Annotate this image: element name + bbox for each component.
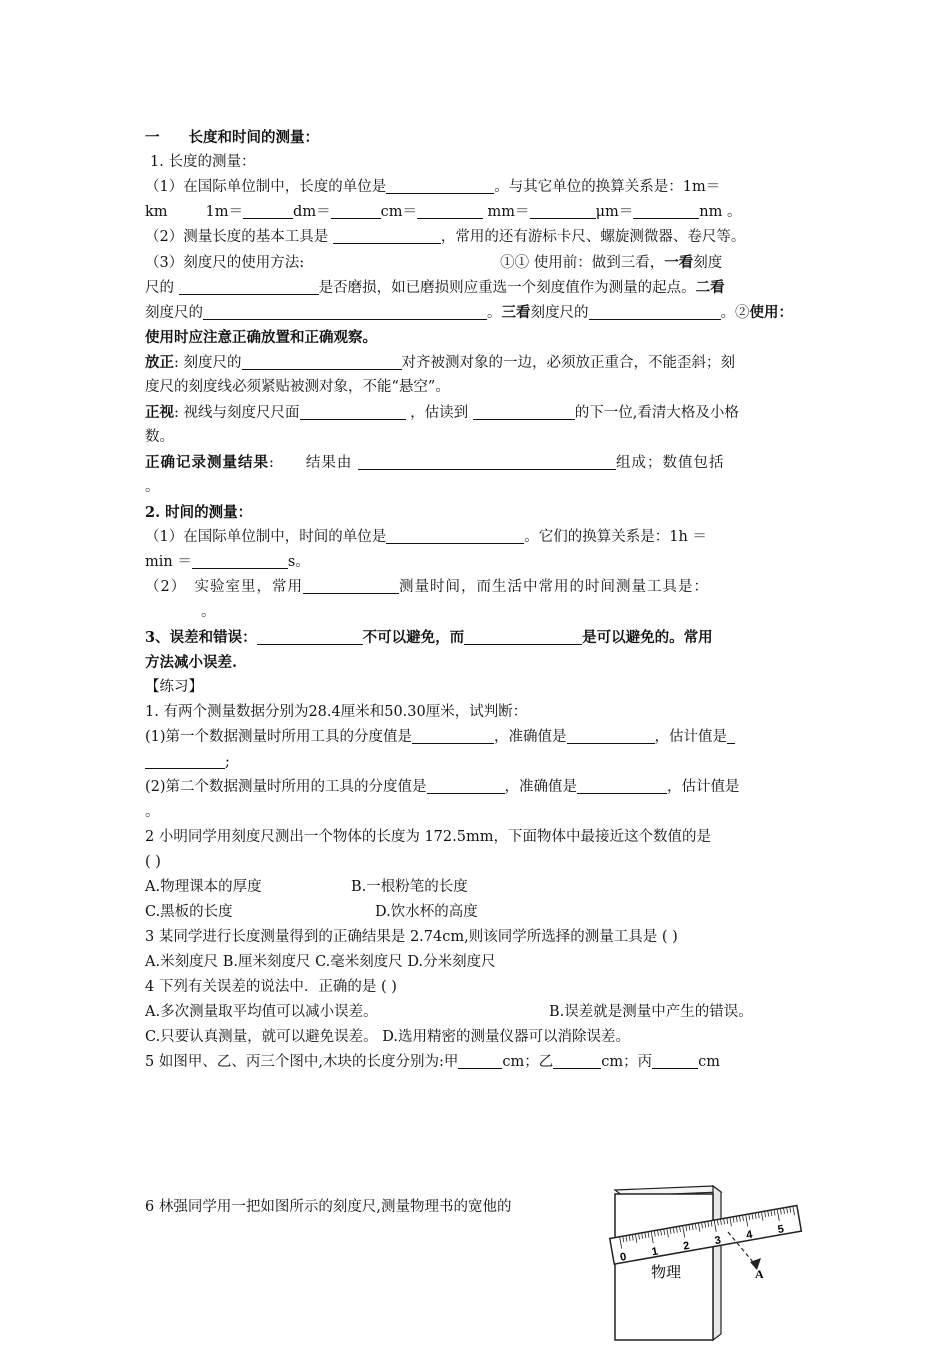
question-4-options-cd[interactable]: C.只要认真测量，就可以避免误差。 D.选用精密的测量仪器可以消除误差。	[145, 1029, 631, 1045]
blank[interactable]	[386, 177, 494, 194]
blank[interactable]	[633, 202, 699, 219]
blank[interactable]	[473, 403, 575, 420]
line-error-mistake: 3、误差和错误： 不可以避免，而 是可以避免的。常用	[145, 629, 713, 646]
blank[interactable]	[179, 278, 319, 295]
subheading-time: 2. 时间的测量：	[145, 504, 253, 521]
ruler-number: 0	[619, 1250, 628, 1264]
question-4-options-ab	[145, 1000, 813, 1025]
section-title: 一 长度和时间的测量：	[145, 129, 319, 146]
blank[interactable]	[203, 303, 487, 320]
question-1: 1. 有两个测量数据分别为28.4厘米和50.30厘米，试判断：	[145, 704, 528, 720]
ruler-number: 5	[776, 1223, 785, 1237]
question-1-part-2: (2)第二个数据测量时所用的工具的分度值是 ，准确值是 ，估计值是	[145, 779, 740, 795]
line-time-tools-end: 。	[201, 604, 216, 620]
blank[interactable]	[458, 1052, 502, 1069]
subheading-length: 1. 长度的测量：	[150, 154, 256, 170]
question-2-answer[interactable]: ( )	[145, 854, 161, 870]
blank[interactable]	[567, 727, 655, 744]
question-3-options[interactable]: A.米刻度尺 B.厘米刻度尺 C.毫米刻度尺 D.分米刻度尺	[145, 954, 496, 970]
line-zero-mark: 尺的 是否磨损，如已磨损则应重选一个刻度值作为测量的起点。二看	[145, 279, 725, 296]
line-place-correctly-cont: 度尺的刻度线必须紧贴被测对象，不能“悬空”。	[145, 379, 450, 395]
blank[interactable]	[417, 202, 483, 219]
blank[interactable]	[257, 628, 363, 645]
question-6: 6 林强同学用一把如图所示的刻度尺,测量物理书的宽他的	[145, 1199, 512, 1215]
ruler-figure-svg	[605, 1180, 825, 1344]
question-2-options-cd	[145, 900, 813, 925]
line-time-unit: （1）在国际单位制中，时间的单位是 。它们的换算关系是：1h ＝	[145, 529, 707, 545]
blank[interactable]	[427, 777, 505, 794]
blank[interactable]	[412, 727, 494, 744]
option-b[interactable]: B.一根粉笔的长度	[351, 879, 468, 895]
option-b[interactable]: B.误差就是测量中产生的错误。	[549, 1004, 753, 1020]
blank[interactable]	[530, 202, 596, 219]
ruler-book-figure	[605, 1180, 825, 1344]
blank[interactable]	[300, 403, 406, 420]
ruler-number: 3	[713, 1234, 722, 1248]
blank[interactable]	[553, 1052, 601, 1069]
line-usage-note: 使用时应注意正确放置和正确观察。	[145, 329, 377, 346]
blank[interactable]	[386, 527, 524, 544]
question-4: 4 下列有关误差的说法中．正确的是 ( )	[145, 979, 397, 995]
blank[interactable]	[652, 1052, 698, 1069]
line-ruler-usage: （3）刻度尺的使用方法: ①① 使用前：做到三看，一看刻度	[145, 254, 723, 271]
blank[interactable]	[192, 552, 288, 569]
question-1-part-2-end: 。	[145, 804, 160, 820]
option-c[interactable]: C.黑板的长度	[145, 904, 233, 920]
option-a[interactable]: A.多次测量取平均值可以减小误差。	[145, 1004, 378, 1020]
question-1-part-1: (1)第一个数据测量时所用工具的分度值是 ，准确值是 ，估计值是	[145, 725, 813, 750]
option-d[interactable]: D.饮水杯的高度	[375, 904, 478, 920]
line-error-mistake-cont: 方法减小误差.	[145, 654, 238, 671]
line-time-tools: （2） 实验室里，常用 测量时间，而生活中常用的时间测量工具是：	[145, 579, 709, 595]
blank[interactable]	[243, 202, 293, 219]
option-a[interactable]: A.物理课本的厚度	[145, 879, 262, 895]
ruler-number: 4	[745, 1228, 754, 1242]
line-place-correctly: 放正: 刻度尺的 对齐被测对象的一边，必须放正重合，不能歪斜；刻	[145, 354, 735, 371]
book-label: 物理	[651, 1263, 682, 1281]
blank[interactable]	[331, 202, 381, 219]
line-length-unit: （1）在国际单位制中，长度的单位是 。与其它单位的换算关系是：1m＝	[145, 179, 721, 195]
question-1-part-1-cont: ;	[145, 750, 813, 775]
blank[interactable]	[303, 577, 399, 594]
line-view-correctly: 正视: 视线与刻度尺尺面 ，估读到 的下一位,看清大格及小格	[145, 404, 739, 421]
line-range-division: 刻度尺的 。三看刻度尺的 。②使用：	[145, 304, 793, 321]
blank[interactable]	[242, 353, 402, 370]
question-2: 2 小明同学用刻度尺测出一个物体的长度为 172.5mm，下面物体中最接近这个数值的是	[145, 829, 711, 845]
line-time-conversion: min ＝ s。	[145, 554, 310, 570]
line-view-correctly-cont: 数。	[145, 429, 174, 445]
blank[interactable]	[589, 303, 721, 320]
blank[interactable]	[464, 628, 582, 645]
blank[interactable]	[145, 752, 225, 769]
question-5: 5 如图甲、乙、丙三个图中,木块的长度分别为:甲 cm；乙 cm；丙 cm	[145, 1054, 720, 1070]
ruler-number: 1	[650, 1245, 659, 1259]
eye-label: A	[755, 1267, 764, 1281]
line-record-result-end: 。	[145, 479, 160, 495]
blank[interactable]	[727, 727, 735, 744]
line-basic-tool: （2）测量长度的基本工具是 ，常用的还有游标卡尺、螺旋测微器、卷尺等。	[145, 229, 746, 245]
practice-title: 【练习】	[145, 679, 203, 695]
question-2-options-ab	[145, 875, 813, 900]
blank[interactable]	[333, 227, 441, 244]
line-record-result: 正确记录测量结果: 结果由 组成；数值包括	[145, 454, 725, 471]
blank[interactable]	[358, 453, 616, 470]
blank[interactable]	[577, 777, 667, 794]
ruler-number: 2	[682, 1239, 691, 1253]
question-3: 3 某同学进行长度测量得到的正确结果是 2.74cm,则该同学所选择的测量工具是 ( )	[145, 929, 678, 945]
line-unit-conversion: km 1m＝ dm＝ cm＝ mm＝ μm＝ nm 。	[145, 204, 742, 220]
